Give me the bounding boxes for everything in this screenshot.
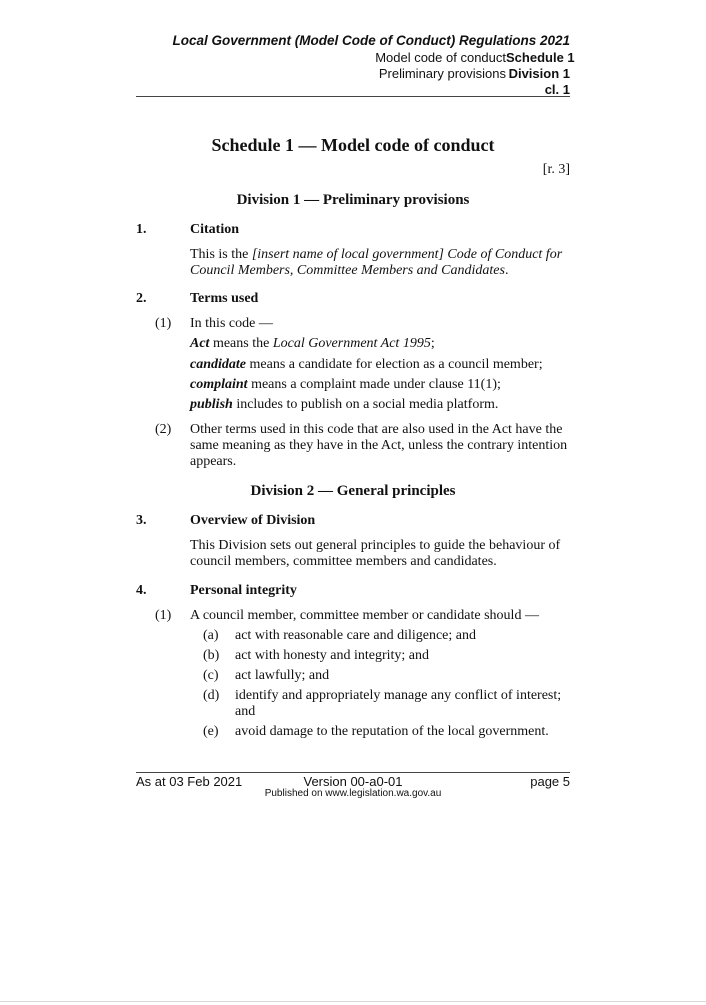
definition-candidate — [190, 357, 570, 373]
list-item-number: (d) — [203, 688, 220, 703]
clause-4-sub-1-text: A council member, committee member or candidate should — — [190, 608, 539, 623]
definition-term: Act — [190, 336, 210, 351]
list-item-number: (c) — [203, 668, 219, 683]
clause-1-text-title: [insert name of local government] Code of Conduct for Council Members, Committee Members and Candidates — [190, 247, 563, 278]
clause-1-number: 1. — [136, 222, 147, 237]
definition-term: candidate — [190, 357, 246, 372]
clause-3-heading: Overview of Division — [190, 513, 316, 528]
clause-1-text-end: . — [504, 263, 509, 278]
definition-publish — [190, 397, 570, 413]
footer-date: As at 03 Feb 2021 — [136, 774, 243, 789]
list-item-text: act with honesty and integrity; and — [235, 648, 430, 663]
header-schedule-label: Model code of conduct — [375, 50, 506, 65]
footer-published-link[interactable]: Published on www.legislation.wa.gov.au — [264, 788, 442, 799]
definition-complaint — [190, 377, 570, 393]
list-item-number: (b) — [203, 648, 220, 663]
header-clause-value: cl. 1 — [544, 82, 570, 97]
clause-2-sub-2-number: (2) — [155, 422, 172, 437]
list-item-text: identify and appropriately manage any conflict of interest; and — [235, 688, 562, 719]
definition-meaning: means a complaint made under clause 11(1); — [247, 377, 501, 392]
clause-1-text-lead: This is the — [190, 247, 252, 262]
header-row-clause — [136, 82, 570, 97]
header-rule — [136, 96, 570, 97]
clause-1-heading: Citation — [190, 222, 239, 237]
header-row-schedule — [136, 50, 575, 65]
header-schedule-value: Schedule 1 — [506, 50, 575, 65]
division-2-title: Division 2 — General principles — [250, 483, 456, 499]
header-division-label: Preliminary provisions — [378, 66, 506, 81]
footer-version: Version 00-a0-01 — [303, 774, 403, 789]
clause-3-text: This Division sets out general principles to guide the behaviour of council members, committee members and candidates. — [190, 538, 561, 569]
clause-2-sub-1-text: In this code — — [190, 316, 273, 331]
list-item-number: (a) — [203, 628, 219, 643]
clause-3-number: 3. — [136, 513, 147, 528]
definition-term: complaint — [190, 377, 248, 392]
clause-4-heading: Personal integrity — [190, 583, 297, 598]
clause-1-text — [190, 247, 570, 279]
list-item-text: avoid damage to the reputation of the local government. — [235, 724, 549, 739]
list-item-number: (e) — [203, 724, 219, 739]
clause-2-sub-1-number: (1) — [155, 316, 172, 331]
definition-term: publish — [190, 397, 233, 412]
definition-meaning: means a candidate for election as a council member; — [246, 357, 543, 372]
definition-meaning-end: ; — [430, 336, 435, 351]
clause-4-sub-1-number: (1) — [155, 608, 172, 623]
footer-page-number: page 5 — [530, 774, 570, 789]
schedule-reference: [r. 3] — [542, 162, 570, 177]
page-bottom-edge — [0, 1001, 706, 1002]
division-1-title: Division 1 — Preliminary provisions — [236, 192, 470, 208]
definition-act-title: Local Government Act 1995 — [272, 336, 431, 351]
schedule-title: Schedule 1 — Model code of conduct — [211, 135, 495, 155]
header-title: Local Government (Model Code of Conduct) Regulations 2021 — [172, 33, 570, 48]
list-item-text: act with reasonable care and diligence; and — [235, 628, 476, 643]
header-row-division — [136, 66, 570, 81]
list-item-text: act lawfully; and — [235, 668, 330, 683]
header-division-value: Division 1 — [508, 66, 570, 81]
definition-act — [190, 336, 570, 352]
clause-2-heading: Terms used — [190, 291, 259, 306]
definition-meaning: includes to publish on a social media platform. — [232, 397, 499, 412]
clause-4-number: 4. — [136, 583, 147, 598]
clause-2-sub-2-text: Other terms used in this code that are also used in the Act have the same meaning as they have in the Act, unless the contrary intention appears. — [190, 422, 568, 469]
clause-2-number: 2. — [136, 291, 147, 306]
footer-rule — [136, 772, 570, 773]
definition-meaning: means the — [209, 336, 273, 351]
